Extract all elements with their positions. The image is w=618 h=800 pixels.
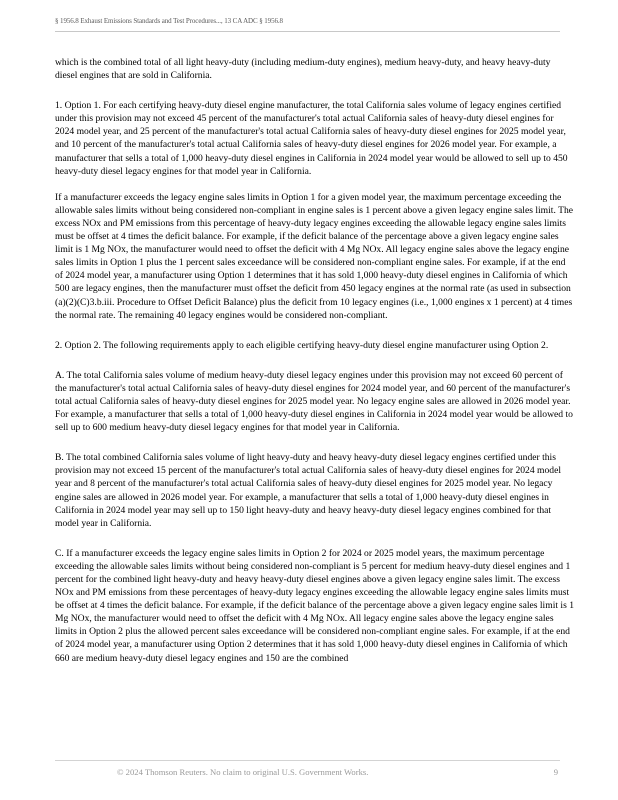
page-footer bbox=[55, 760, 560, 777]
page-number: 9 bbox=[553, 767, 558, 777]
paragraph-continuation: which is the combined total of all light heavy-duty (including medium-duty engines), medium heavy-duty, and heavy heavy-duty diesel engines that are sold in California. bbox=[55, 57, 551, 82]
paragraph-option-1: 1. Option 1. For each certifying heavy-duty diesel engine manufacturer, the total California sales volume of legacy engines certified under this provision may not exceed 45 percent of the manufacturer's total actual California sales of heavy-duty diesel engines for 2024 model year, and 25 percent of the manufacturer's total actual California sales of heavy-duty diesel engines for 2025 model year, and 10 percent of the manufacturer's total actual California sales of heavy-duty diesel engines for 2026 model year. For example, a manufacturer that sells a total of 1,000 heavy-duty diesel engines in California in 2024 model year would be allowed to sell up to 450 heavy-duty diesel legacy engines for that model year in California. bbox=[55, 100, 568, 177]
paragraph-option-2-c: C. If a manufacturer exceeds the legacy engine sales limits in Option 2 for 2024 or 2025 model years, the maximum percentage exceeding the allowable sales limits without being considered non-compliant is 5 percent for medium heavy-duty diesel engines and 1 percent for the combined light heavy-duty and heavy heavy-duty diesel engines above a given legacy engine sales limit. The excess NOx and PM emissions from these percentages of heavy-duty legacy engines exceeding the allowable legacy engine sales limits must be offset at 4 times the deficit balance. For example, if the deficit balance of the percentage above a given legacy engine sales limit is 1 Mg NOx, the manufacturer would need to offset the deficit with 4 Mg NOx. All legacy engine sales above the legacy engine sales limits in Option 2 plus the allowed percent sales exceedance will be considered non-compliant engine sales. For example, if at the end of 2024 model year, a manufacturer using Option 2 determines that it has sold 1,000 heavy-duty diesel engines in California of which 660 are medium heavy-duty diesel legacy engines and 150 are the combined bbox=[55, 547, 575, 664]
paragraph-option-2-b: B. The total combined California sales volume of light heavy-duty and heavy heavy-duty diesel legacy engines certified under this provision may not exceed 15 percent of the manufacturer's total actual California sales of heavy-duty diesel engines for 2024 model year and 8 percent of the manufacturer's total actual California sales of heavy-duty diesel engines for 2025 model year. No legacy engine sales are allowed in 2026 model year. For example, a manufacturer that sells a total of 1,000 heavy-duty diesel engines in California in 2024 model year may sell up to 150 light heavy-duty and heavy heavy-duty diesel legacy engines combined for that model year in California. bbox=[55, 452, 562, 529]
paragraph-option-2-a: A. The total California sales volume of medium heavy-duty diesel legacy engines under this provision may not exceed 60 percent of the manufacturer's total actual California sales of heavy-duty diesel engines for 2024 model year, and 60 percent of the manufacturer's total actual California sales of heavy-duty diesel engines for 2025 model year. No legacy engine sales are allowed in 2026 model year. For example, a manufacturer that sells a total of 1,000 heavy-duty diesel engines in California in 2024 model year would be allowed to sell up to 600 medium heavy-duty diesel legacy engines for that model year in California. bbox=[55, 369, 573, 434]
paragraph-option-2: 2. Option 2. The following requirements apply to each eligible certifying heavy-duty diesel engine manufacturer using Option 2. bbox=[55, 339, 549, 351]
copyright-notice: © 2024 Thomson Reuters. No claim to original U.S. Government Works. bbox=[117, 767, 369, 777]
paragraph-option-1-exceedance: If a manufacturer exceeds the legacy engine sales limits in Option 1 for a given model year, the maximum percentage exceeding the allowable sales limits without being considered non-compliant in engine sales is 1 percent above a given legacy engine sales limit. The excess NOx and PM emissions from this percentage of heavy-duty legacy engines exceeding the allowable legacy engine sales limits must be offset at 4 times the deficit balance. For example, if the deficit balance of the percentage above a given legacy engine sales limit is 1 Mg NOx, the manufacturer would need to offset the deficit with 4 Mg NOx. All legacy engine sales above the legacy engine sales limits in Option 1 plus the 1 percent sales exceedance will be considered non-compliant engine sales. For example, if at the end of 2024 model year, a manufacturer using Option 1 determines that it has sold 1,000 heavy-duty diesel engines in California of which 500 are legacy engines, then the manufacturer must offset the deficit from 450 legacy engines at the normal rate (as used in subsection (a)(2)(C)3.b.iii. Procedure to Offset Deficit Balance) plus the deficit from 10 legacy engines (i.e., 1,000 engines x 1 percent) at 4 times the normal rate. The remaining 40 legacy engines would be considered non-compliant. bbox=[55, 191, 574, 321]
running-header: § 1956.8 Exhaust Emissions Standards and Test Procedures..., 13 CA ADC § 1956.8 bbox=[55, 17, 560, 32]
body-text bbox=[55, 56, 575, 665]
